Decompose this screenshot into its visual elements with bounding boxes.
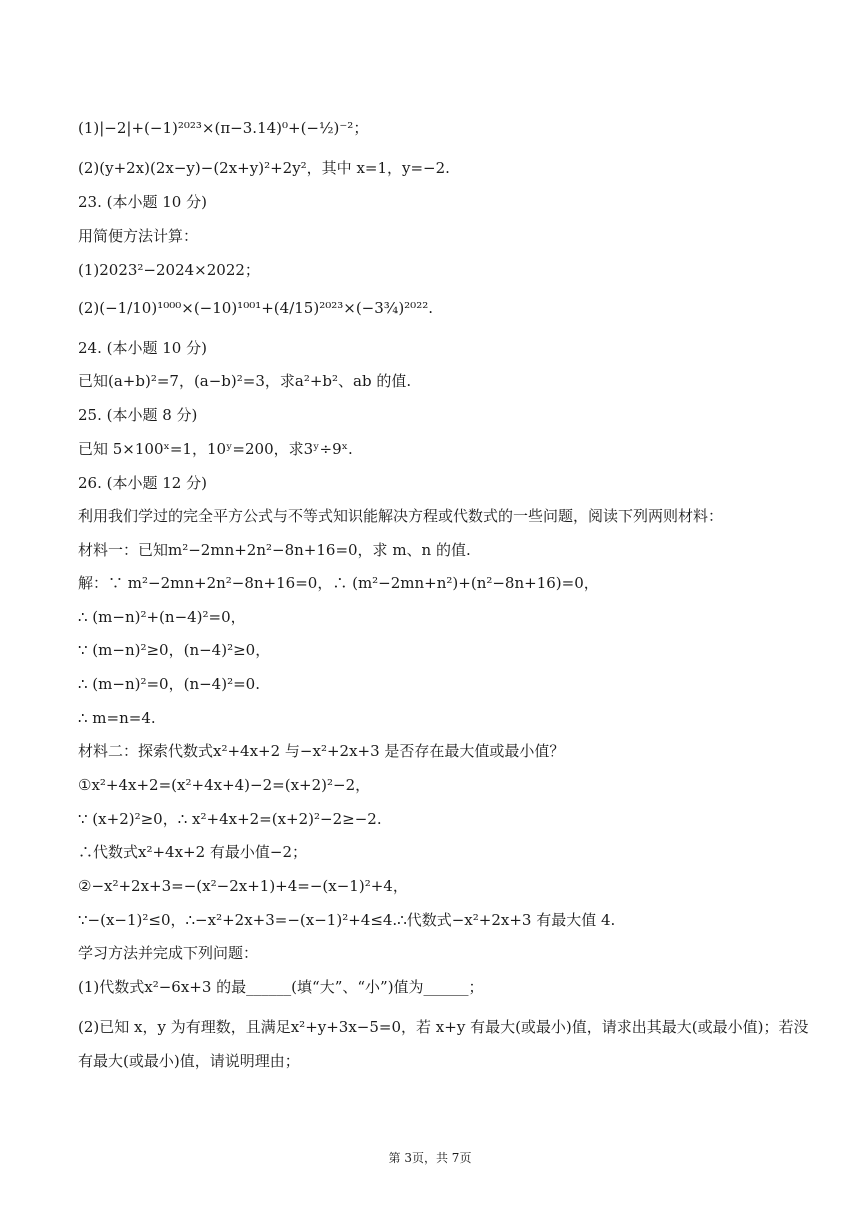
problem-22-part-1: (1)|−2|+(−1)²⁰²³×(π−3.14)⁰+(−½)⁻²； [78, 119, 369, 137]
problem-26-part-2: (2)已知 x，y 为有理数，且满足x²+y+3x−5=0，若 x+y 有最大(或最小)值，请求出其最大(或最小值)；若没有最大(或最小)值，请说明理由； [78, 1018, 809, 1070]
material-1-solution-line-5: ∴ m=n=4. [78, 709, 156, 727]
material-1-solution-line-1: 解：∵ m²−2mn+2n²−8n+16=0，∴ (m²−2mn+n²)+(n²−8n+16)=0， [78, 574, 599, 592]
problem-25-text: 已知 5×100ˣ=1，10ʸ=200，求3ʸ÷9ˣ. [78, 440, 353, 458]
problem-23-part-1: (1)2023²−2024×2022； [78, 261, 260, 279]
problem-26-header: 26. (本小题 12 分) [78, 474, 207, 492]
material-2-step-2: ∵ (x+2)²≥0，∴ x²+4x+2=(x+2)²−2≥−2. [78, 810, 382, 828]
material-2-title: 材料二：探索代数式x²+4x+2 与−x²+2x+3 是否存在最大值或最小值？ [78, 742, 565, 760]
problem-23-header: 23. (本小题 10 分) [78, 193, 207, 211]
material-2-step-1: ①x²+4x+2=(x²+4x+4)−2=(x+2)²−2， [78, 776, 371, 794]
page-footer: 第 3页，共 7页 [388, 1151, 472, 1165]
material-1-title: 材料一：已知m²−2mn+2n²−8n+16=0，求 m、n 的值. [78, 541, 471, 559]
problem-23-intro: 用简便方法计算： [78, 227, 199, 245]
problem-26-intro: 利用我们学过的完全平方公式与不等式知识能解决方程或代数式的一些问题，阅读下列两则材料： [78, 507, 724, 525]
material-2-step-5: ∵−(x−1)²≤0，∴−x²+2x+3=−(x−1)²+4≤4.∴代数式−x²+2x+3 有最大值 4. [78, 911, 616, 929]
material-2-step-4: ②−x²+2x+3=−(x²−2x+1)+4=−(x−1)²+4， [78, 877, 408, 895]
problem-25-header: 25. (本小题 8 分) [78, 406, 198, 424]
problem-24-header: 24. (本小题 10 分) [78, 339, 207, 357]
material-1-solution-line-4: ∴ (m−n)²=0，(n−4)²=0. [78, 675, 260, 693]
problem-23-part-2: (2)(−1/10)¹⁰⁰⁰×(−10)¹⁰⁰¹+(4/15)²⁰²³×(−3¾)²⁰²². [78, 299, 433, 317]
problem-26-task-intro: 学习方法并完成下列问题： [78, 944, 259, 962]
problem-26-part-1: (1)代数式x²−6x+3 的最______(填“大”、“小”)值为______； [78, 978, 484, 996]
material-1-solution-line-3: ∵ (m−n)²≥0，(n−4)²≥0， [78, 641, 271, 659]
problem-22-part-2: (2)(y+2x)(2x−y)−(2x+y)²+2y²，其中 x=1，y=−2. [78, 159, 450, 177]
problem-24-text: 已知(a+b)²=7，(a−b)²=3，求a²+b²、ab 的值. [78, 372, 412, 390]
material-1-solution-line-2: ∴ (m−n)²+(n−4)²=0， [78, 608, 246, 626]
material-2-step-3: ∴代数式x²+4x+2 有最小值−2； [78, 843, 308, 861]
